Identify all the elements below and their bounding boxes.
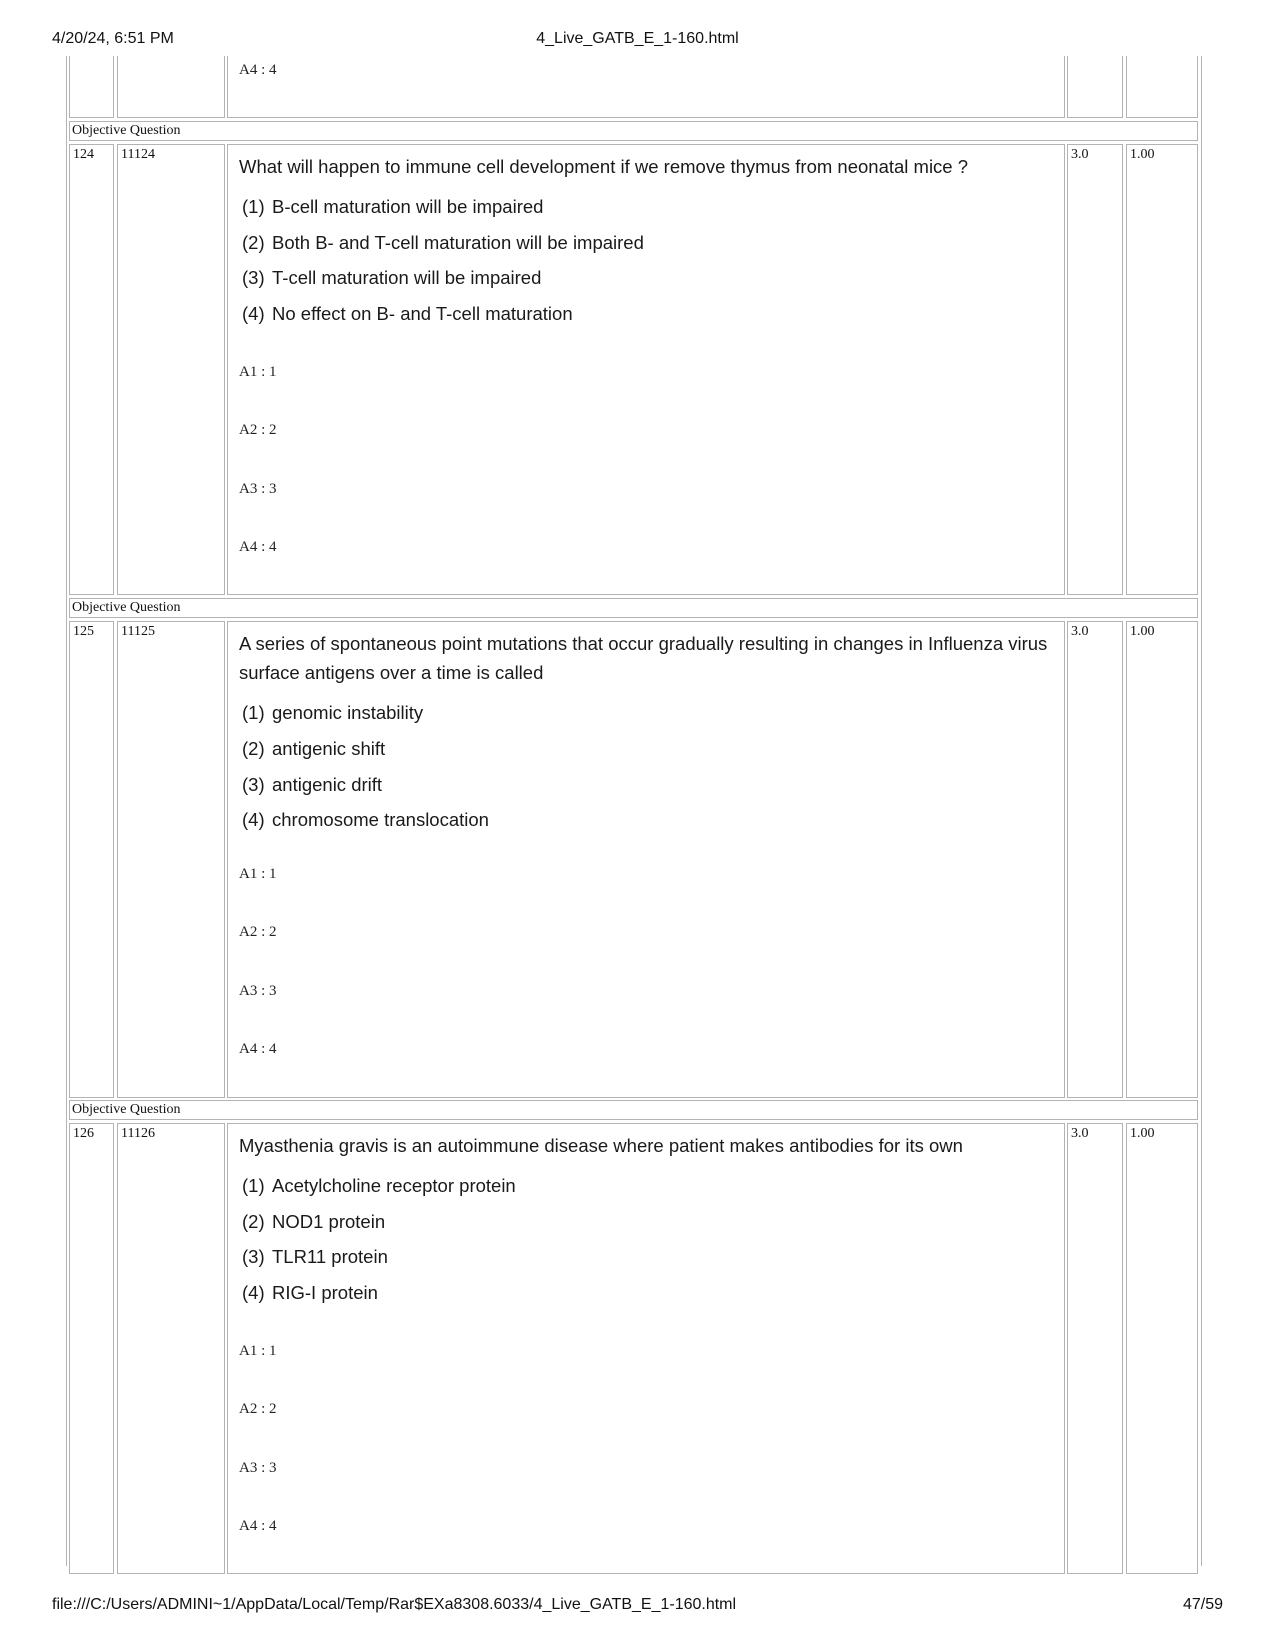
question-marks: 3.0 <box>1067 144 1123 595</box>
question-id: 11125 <box>117 621 225 1098</box>
option-3: (3) TLR11 protein <box>242 1246 388 1267</box>
section-label: Objective Question <box>69 1100 1198 1120</box>
question-negative-marks: 1.00 <box>1126 1123 1198 1574</box>
answer-key-4: A4 : 4 <box>239 539 277 555</box>
question-negative-marks: 1.00 <box>1126 144 1198 595</box>
option-3: (3) T-cell maturation will be impaired <box>242 267 542 288</box>
file-path: file:///C:/Users/ADMINI~1/AppData/Local/Temp/Rar$EXa8308.6033/4_Live_GATB_E_1-160.html <box>52 1596 737 1613</box>
question-negative-marks: 1.00 <box>1126 621 1198 1098</box>
option-4: (4) RIG-I protein <box>242 1282 378 1303</box>
answer-key-1: A1 : 1 <box>239 866 277 882</box>
option-2: (2) antigenic shift <box>242 738 386 759</box>
question-marks: 3.0 <box>1067 1123 1123 1574</box>
document-title: 4_Live_GATB_E_1-160.html <box>536 30 739 47</box>
carryover-marks-cell <box>1067 56 1123 118</box>
answer-key-2: A2 : 2 <box>239 1401 277 1417</box>
section-label: Objective Question <box>69 598 1198 618</box>
question-body <box>227 621 1065 1098</box>
question-id: 11126 <box>117 1123 225 1574</box>
answer-key-1: A1 : 1 <box>239 364 277 380</box>
carryover-body-cell <box>227 56 1065 118</box>
print-datetime: 4/20/24, 6:51 PM <box>52 30 174 47</box>
question-sno: 126 <box>69 1123 114 1574</box>
page-number: 47/59 <box>1182 1596 1223 1613</box>
option-2: (2) Both B- and T-cell maturation will be impaired <box>242 232 644 253</box>
carryover-negative-cell <box>1126 56 1198 118</box>
answer-key-4: A4 : 4 <box>239 1041 277 1057</box>
option-1: (1) genomic instability <box>242 702 424 723</box>
answer-key-3: A3 : 3 <box>239 481 277 497</box>
table-right-edge <box>1201 56 1202 1566</box>
question-sno: 125 <box>69 621 114 1098</box>
question-sno: 124 <box>69 144 114 595</box>
question-text: What will happen to immune cell development if we remove thymus from neonatal mice ? <box>239 156 969 177</box>
option-1: (1) B-cell maturation will be impaired <box>242 196 544 217</box>
answer-key-3: A3 : 3 <box>239 983 277 999</box>
option-1: (1) Acetylcholine receptor protein <box>242 1175 516 1196</box>
question-body <box>227 144 1065 595</box>
carryover-answer: A4 : 4 <box>239 62 277 78</box>
question-text: A series of spontaneous point mutations that occur gradually resulting in changes in Influenza virus surface antigens over a time is called <box>239 633 1048 683</box>
table-left-edge <box>66 56 67 1566</box>
question-marks: 3.0 <box>1067 621 1123 1098</box>
answer-key-2: A2 : 2 <box>239 422 277 438</box>
carryover-qid-cell <box>117 56 225 118</box>
answer-key-3: A3 : 3 <box>239 1460 277 1476</box>
section-label: Objective Question <box>69 121 1198 141</box>
carryover-sno-cell <box>69 56 114 118</box>
answer-key-1: A1 : 1 <box>239 1343 277 1359</box>
option-4: (4) No effect on B- and T-cell maturation <box>242 303 573 324</box>
answer-key-2: A2 : 2 <box>239 924 277 940</box>
answer-key-4: A4 : 4 <box>239 1518 277 1534</box>
question-id: 11124 <box>117 144 225 595</box>
question-text: Myasthenia gravis is an autoimmune disease where patient makes antibodies for its own <box>239 1135 963 1156</box>
option-2: (2) NOD1 protein <box>242 1211 386 1232</box>
question-body <box>227 1123 1065 1574</box>
option-4: (4) chromosome translocation <box>242 809 489 830</box>
option-3: (3) antigenic drift <box>242 774 383 795</box>
